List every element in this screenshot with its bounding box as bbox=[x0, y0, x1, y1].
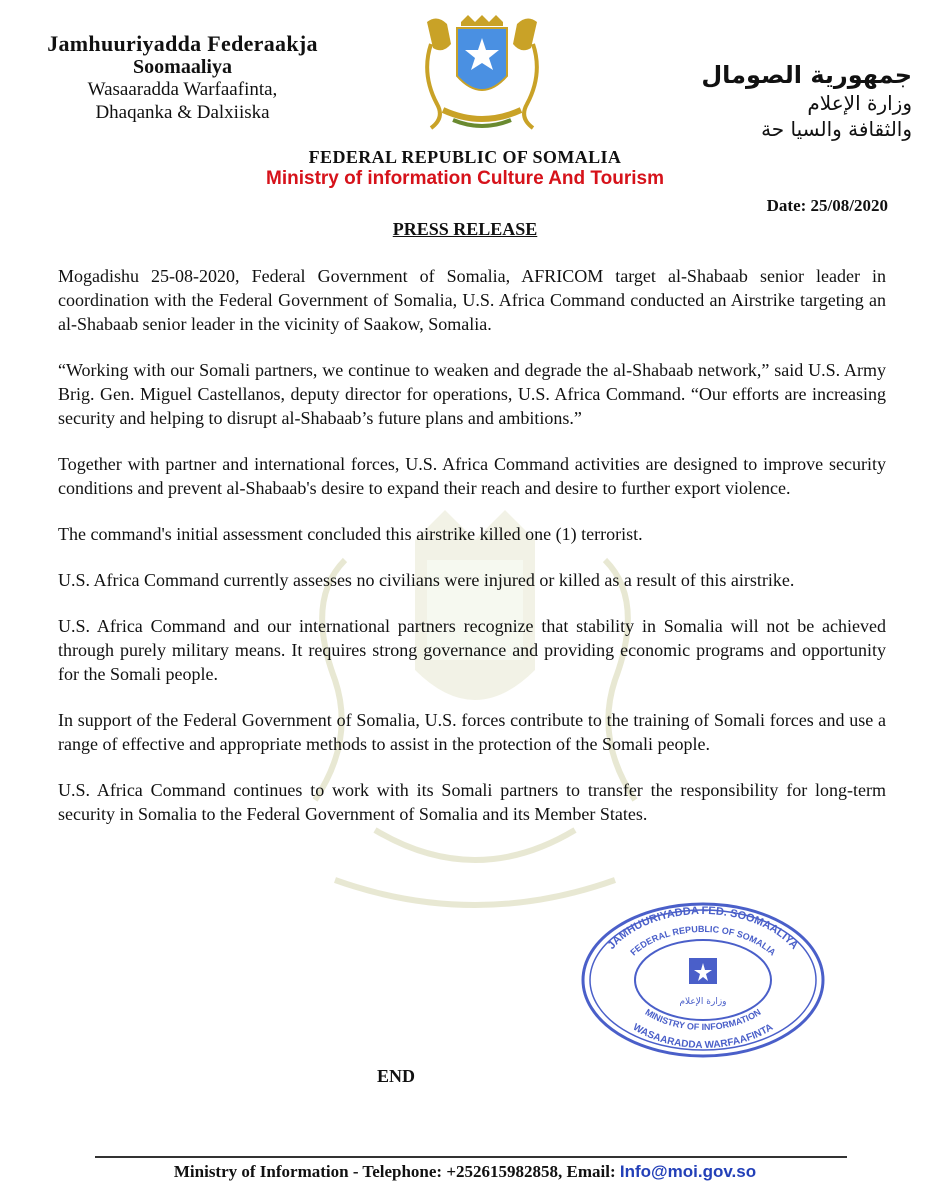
footer bbox=[0, 1162, 930, 1182]
paragraph: U.S. Africa Command currently assesses no civilians were injured or killed as a result of this airstrike. bbox=[58, 570, 795, 590]
footer-contact-text: Ministry of Information - Telephone: +252615982858, Email bbox=[173, 1162, 610, 1181]
paragraph: Together with partner and international forces, U.S. Africa Command activities are designed to improve security conditions and prevent al-Shabaab's desire to expand their reach and desire to further export violence. bbox=[58, 454, 886, 498]
paragraph: U.S. Africa Command continues to work with its Somali partners to transfer the responsibility for long-term security in Somalia to the Federal Government of Somalia and its Member States. bbox=[58, 780, 886, 824]
stamp-bottom-outer-text: WASAARADDA WARFAAFINTA bbox=[630, 1021, 776, 1052]
paragraph: The command's initial assessment concluded this airstrike killed one (1) terrorist. bbox=[58, 524, 643, 544]
footer-email-link[interactable]: Info@moi.gov.so bbox=[619, 1162, 757, 1181]
header-arabic-line2: وزارة الإعلام bbox=[807, 91, 912, 115]
ministry-stamp bbox=[578, 900, 828, 1060]
header-somali-line3: Wasaaradda Warfaafinta, bbox=[87, 79, 278, 100]
paragraph: U.S. Africa Command and our international partners recognize that stability in Somalia will not be achieved through purely military means. It requires strong governance and providing economic programs and opportunity for the Somali people. bbox=[58, 616, 886, 684]
header-somali-block bbox=[10, 32, 355, 124]
header-somali-line2: Soomaaliya bbox=[133, 56, 232, 78]
stamp-outer-text: JAMHUURIYADDA FED. SOOMAALIYA bbox=[605, 904, 801, 952]
document-date: Date: 25/08/2020 bbox=[766, 196, 888, 215]
press-release-body bbox=[58, 264, 886, 848]
end-marker: END bbox=[377, 1066, 416, 1086]
footer-divider bbox=[95, 1156, 847, 1158]
ministry-title: Ministry of information Culture And Tourism bbox=[266, 168, 664, 189]
header-arabic-block bbox=[672, 60, 912, 142]
header-somali-line1: Jamhuuriyadda Federaakja bbox=[47, 31, 318, 56]
federal-republic-title: FEDERAL REPUBLIC OF SOMALIA bbox=[308, 147, 622, 167]
paragraph: “Working with our Somali partners, we continue to weaken and degrade the al-Shabaab network,” said U.S. Army Brig. Gen. Miguel Castellanos, deputy director for operations, U.S. Africa Command. “Our efforts are increasing security and helping to disrupt al-Shabaab’s future plans and ambitions.” bbox=[58, 360, 886, 428]
footer-separator: : bbox=[609, 1162, 616, 1181]
header-arabic-line3: والثقافة والسيا حة bbox=[761, 117, 912, 141]
paragraph: Mogadishu 25-08-2020, Federal Government of Somalia, AFRICOM target al-Shabaab senior leader in coordination with the Federal Government of Somalia, U.S. Africa Command conducted an Airstrike targeting an al-Shabaab senior leader in the vicinity of Saakow, Somalia. bbox=[58, 266, 886, 334]
header-somali-line4: Dhaqanka & Dalxiiska bbox=[95, 102, 270, 123]
stamp-bottom-inner-text: MINISTRY OF INFORMATION bbox=[643, 1006, 763, 1033]
somalia-coat-of-arms-icon bbox=[413, 14, 551, 134]
stamp-arabic-text: وزارة الإعلام bbox=[679, 997, 727, 1007]
header-arabic-line1: جمهورية الصومال bbox=[701, 61, 912, 89]
stamp-inner-text: FEDERAL REPUBLIC OF SOMALIA bbox=[628, 923, 778, 958]
press-release-title: PRESS RELEASE bbox=[392, 219, 538, 239]
paragraph: In support of the Federal Government of Somalia, U.S. forces contribute to the training of Somali forces and use a range of effective and appropriate methods to assist in the protection of the Somali people. bbox=[58, 710, 886, 754]
